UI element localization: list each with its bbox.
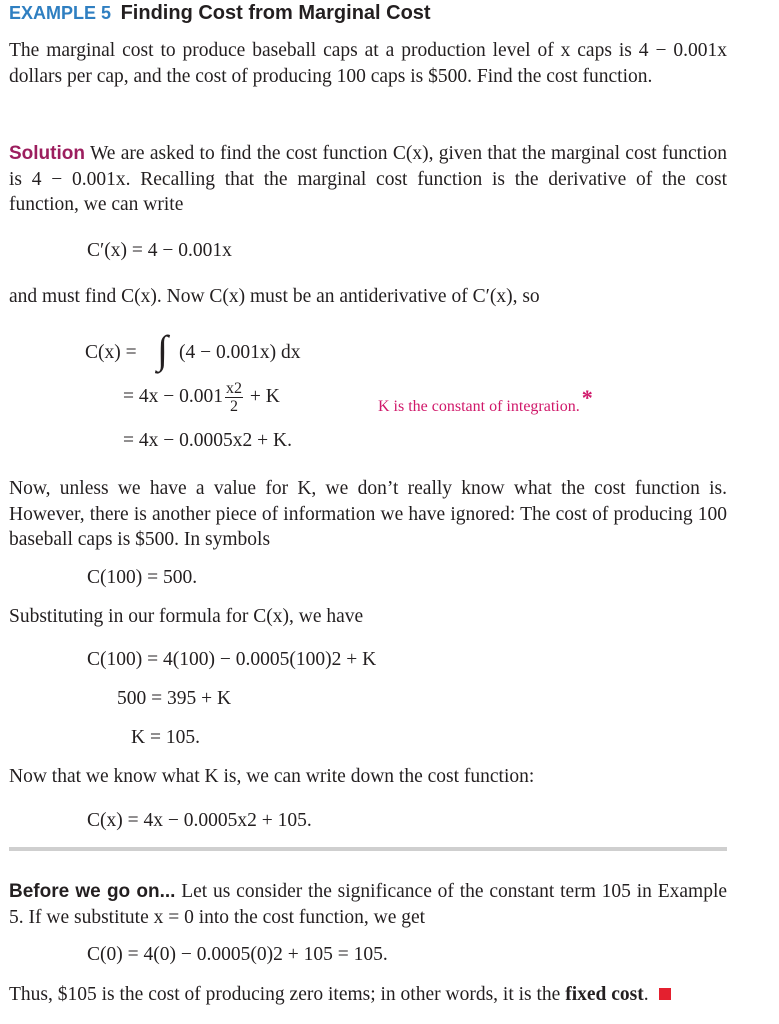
substitution-line-3: K = 105. — [131, 727, 200, 748]
section-divider — [9, 847, 727, 851]
fraction-denominator: 2 — [230, 398, 238, 415]
margin-note-text: K is the constant of integration. — [378, 398, 580, 415]
integral-lhs: C(x) = — [85, 342, 137, 363]
final-cost-function: C(x) = 4x − 0.0005x2 + 105. — [87, 810, 312, 831]
fraction-numerator: x2 — [226, 380, 242, 397]
margin-note — [378, 385, 593, 417]
before-we-go-on — [9, 879, 727, 930]
solution-intro — [9, 141, 727, 218]
antiderivative-text: and must find C(x). Now C(x) must be an antiderivative of C′(x), so — [9, 286, 540, 307]
example-header — [9, 2, 431, 25]
substituting-text: Substituting in our formula for C(x), we have — [9, 606, 364, 627]
integral-step-3: = 4x − 0.0005x2 + K. — [123, 430, 292, 451]
derivative-equation: C′(x) = 4 − 0.001x — [87, 240, 232, 261]
integral-integrand: (4 − 0.001x) dx — [179, 342, 301, 363]
step2-pre: = 4x − 0.001 — [123, 385, 223, 407]
conclusion — [9, 982, 727, 1008]
problem-statement: The marginal cost to produce baseball caps at a production level of x caps is 4 − 0.001x dollars per cap, and the cost of producing 100 caps is $500. Find the cost function. — [9, 40, 727, 87]
unknown-k-text: Now, unless we have a value for K, we don’t really know what the cost function is. However, there is another piece of information we have ignored: The cost of producing 100 baseball caps is $500. In symbols — [9, 478, 727, 550]
substitution-line-2: 500 = 395 + K — [117, 688, 232, 709]
before-label: Before we go on... — [9, 881, 176, 902]
end-of-example-icon — [659, 988, 671, 1000]
integral-step-2 — [123, 380, 280, 415]
before-text: Let us consider the significance of the constant term 105 in Example 5. If we substitute x = 0 into the cost function, we get — [9, 881, 728, 928]
solution-label: Solution — [9, 143, 85, 164]
conclusion-pre: Thus, $105 is the cost of producing zero items; in other words, it is the — [9, 984, 561, 1005]
example-title: Finding Cost from Marginal Cost — [120, 2, 431, 24]
before-equation: C(0) = 4(0) − 0.0005(0)2 + 105 = 105. — [87, 944, 388, 965]
step2-post: + K — [249, 385, 280, 407]
fixed-cost-term: fixed cost — [565, 984, 644, 1005]
solution-intro-text: We are asked to find the cost function C(x), given that the marginal cost function is 4 − 0.001x. Recalling that the marginal cost function is the derivative of the cost function, we can write — [9, 143, 727, 215]
condition-equation: C(100) = 500. — [87, 567, 198, 588]
asterisk-icon: * — [581, 385, 593, 410]
now-text: Now that we know what K is, we can write down the cost function: — [9, 766, 535, 787]
integral-sign-icon: ∫ — [157, 327, 168, 372]
example-label: EXAMPLE 5 — [9, 3, 112, 23]
fraction — [225, 380, 243, 415]
substitution-line-1: C(100) = 4(100) − 0.0005(100)2 + K — [87, 649, 377, 670]
conclusion-post: . — [643, 984, 649, 1005]
